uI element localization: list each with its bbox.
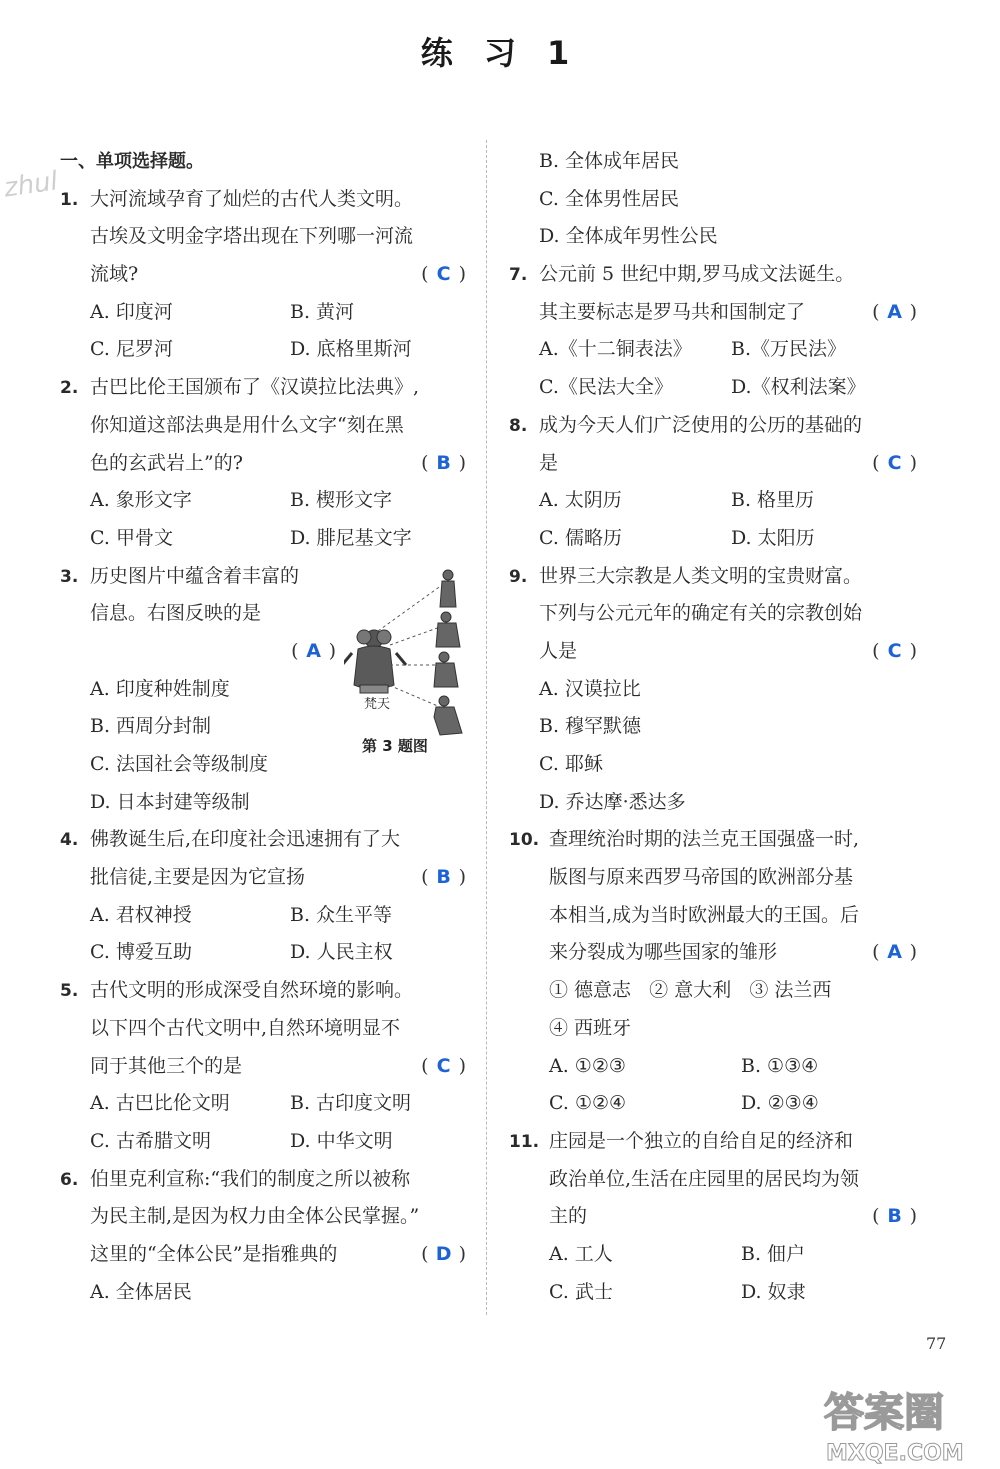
kshatriya-figure	[436, 612, 460, 647]
option: B. 古印度文明	[290, 1092, 412, 1115]
question-number: 2.	[60, 378, 79, 399]
option: A. 汉谟拉比	[539, 677, 641, 700]
answer-box: ( C )	[421, 1048, 466, 1086]
section-heading: 一、单项选择题。	[60, 151, 204, 172]
options-row	[509, 1274, 919, 1312]
question-11-line	[509, 1123, 919, 1161]
question-3-line: 信息。右图反映的是	[90, 602, 262, 625]
watermark-top-left: zhul	[2, 166, 60, 204]
figure-caption: 第 3 题图	[362, 737, 428, 755]
question-text: 伯里克利宣称:“我们的制度之所以被称	[90, 1167, 411, 1190]
question-text: 查理统治时期的法兰克王国强盛一时,	[549, 828, 860, 851]
option: D. 日本封建等级制	[90, 790, 250, 813]
right-column	[509, 143, 919, 1311]
option: B. 穆罕默德	[539, 715, 642, 738]
question-7-line	[509, 256, 919, 294]
answer-letter: A	[887, 941, 902, 964]
option: C. 耶稣	[539, 753, 603, 775]
option: B.《万民法》	[731, 338, 847, 361]
question-2-line: 你知道这部法典是用什么文字“刻在黑	[90, 413, 404, 436]
question-10-subline: ④ 西班牙	[549, 1016, 632, 1039]
option: A. 印度种姓制度	[90, 677, 230, 700]
option: C. 全体男性居民	[539, 187, 679, 210]
option: A. 君权神授	[90, 903, 192, 926]
question-5-line	[60, 1048, 468, 1086]
answer-box: ( A )	[872, 934, 917, 972]
question-8-line	[509, 445, 919, 483]
question-9-line: 下列与公元元年的确定有关的宗教创始	[539, 602, 863, 625]
option: C. 法国社会等级制度	[90, 753, 268, 775]
option: C. 甲骨文	[90, 526, 173, 549]
question-text: 古代文明的形成深受自然环境的影响。	[90, 979, 414, 1002]
option: C. 尼罗河	[90, 338, 173, 361]
question-9-line	[509, 633, 919, 671]
watermark-logo	[820, 1380, 995, 1465]
option: C.《民法大全》	[539, 376, 673, 399]
question-text: 庄园是一个独立的自给自足的经济和	[549, 1129, 854, 1152]
answer-letter: A	[306, 639, 321, 662]
options-row	[509, 369, 919, 407]
options-row	[509, 482, 919, 520]
answer-letter: B	[436, 866, 451, 889]
question-5-line: 以下四个古代文明中,自然环境明显不	[90, 1016, 401, 1039]
brahma-deity-illustration	[344, 630, 406, 693]
question-text: 同于其他三个的是	[90, 1054, 243, 1077]
options-row	[60, 897, 468, 935]
option: A. 象形文字	[90, 489, 192, 512]
page-number: 77	[926, 1334, 947, 1353]
watermark-url-text: MXQE.COM	[826, 1441, 964, 1465]
answer-letter: C	[436, 263, 451, 286]
option: C. ①②④	[549, 1092, 627, 1115]
question-6-line	[60, 1161, 468, 1199]
answer-box: ( C )	[872, 633, 917, 671]
question-11-line: 政治单位,生活在庄园里的居民均为领	[549, 1167, 860, 1190]
question-text: 历史图片中蕴含着丰富的	[90, 564, 300, 587]
options-row	[60, 294, 468, 332]
option: B. 佃户	[741, 1242, 806, 1265]
question-9-line	[509, 558, 919, 596]
option: D. 乔达摩·悉达多	[539, 790, 686, 813]
option: A. ①②③	[549, 1054, 626, 1077]
answer-box: ( B )	[872, 1198, 917, 1236]
option: D. 全体成年男性公民	[539, 225, 718, 248]
options-row	[509, 1048, 919, 1086]
option: A. 全体居民	[90, 1280, 192, 1303]
question-number: 8.	[509, 415, 528, 436]
option: C. 儒略历	[539, 526, 622, 549]
option: A.《十二铜表法》	[539, 338, 692, 361]
column-divider	[486, 140, 487, 1315]
question-number: 11.	[509, 1131, 540, 1152]
question-10-line: 本相当,成为当时欧洲最大的王国。后	[549, 903, 860, 926]
option: A. 古巴比伦文明	[90, 1092, 230, 1115]
question-2-line	[60, 369, 468, 407]
option: B. 格里历	[731, 489, 815, 512]
question-text: 其主要标志是罗马共和国制定了	[539, 300, 806, 323]
options-row	[60, 482, 468, 520]
question-1-line: 古埃及文明金字塔出现在下列哪一河流	[90, 225, 414, 248]
question-4-line	[60, 821, 468, 859]
option: D. ②③④	[741, 1092, 819, 1115]
question-number: 7.	[509, 265, 528, 286]
question-number: 1.	[60, 189, 79, 210]
question-text: 大河流域孕育了灿烂的古代人类文明。	[90, 187, 414, 210]
options-row	[60, 520, 468, 558]
option: D.《权利法案》	[731, 376, 866, 399]
options-row	[509, 1085, 919, 1123]
option: C. 武士	[549, 1280, 613, 1303]
option: A. 印度河	[90, 300, 173, 323]
question-4-line	[60, 859, 468, 897]
question-number: 5.	[60, 981, 79, 1002]
answer-box: ( C )	[421, 256, 466, 294]
options-row	[60, 934, 468, 972]
answer-box: ( A )	[291, 633, 336, 671]
question-text: 色的玄武岩上”的?	[90, 451, 243, 474]
figure-label: 梵天	[364, 697, 391, 712]
question-number: 3.	[60, 566, 79, 587]
answer-box: ( C )	[872, 445, 917, 483]
question-5-line	[60, 972, 468, 1010]
question-text: 人是	[539, 639, 578, 662]
option: B. 楔形文字	[290, 489, 393, 512]
question-number: 6.	[60, 1169, 79, 1190]
shudra-figure	[434, 696, 462, 735]
option: A. 太阴历	[539, 489, 622, 512]
option: D. 奴隶	[741, 1280, 806, 1303]
option: B. 西周分封制	[90, 715, 212, 738]
question-6-line	[60, 1236, 468, 1274]
answer-box: ( B )	[421, 859, 466, 897]
question-text: 古巴比伦王国颁布了《汉谟拉比法典》,	[90, 376, 420, 399]
answer-box: ( B )	[421, 445, 466, 483]
question-text: 成为今天人们广泛使用的公历的基础的	[539, 413, 863, 436]
question-text: 公元前 5 世纪中期,罗马成文法诞生。	[539, 263, 855, 286]
answer-box: ( D )	[421, 1236, 466, 1274]
question-text: 是	[539, 451, 559, 474]
question-text: 主的	[549, 1205, 588, 1228]
option: D. 中华文明	[290, 1129, 393, 1152]
option: C. 博爱互助	[90, 941, 192, 964]
option: D. 腓尼基文字	[290, 526, 412, 549]
question-1-line	[60, 181, 468, 219]
question-11-line	[509, 1198, 919, 1236]
question-6-line: 为民主制,是因为权力由全体公民掌握。”	[90, 1205, 420, 1228]
options-row	[60, 1123, 468, 1161]
answer-box: ( A )	[872, 294, 917, 332]
question-1-line	[60, 256, 468, 294]
question-8-line	[509, 407, 919, 445]
options-row	[60, 1085, 468, 1123]
answer-letter: C	[436, 1054, 451, 1077]
vaishya-figure	[434, 652, 458, 687]
option: B. 众生平等	[290, 903, 393, 926]
option: A. 工人	[549, 1242, 613, 1265]
answer-letter: C	[887, 451, 902, 474]
question-text: 来分裂成为哪些国家的雏形	[549, 941, 778, 964]
question-text: 世界三大宗教是人类文明的宝贵财富。	[539, 564, 863, 587]
question-number: 9.	[509, 566, 528, 587]
question-number: 4.	[60, 830, 79, 851]
option: B. 全体成年居民	[539, 150, 680, 172]
options-row	[60, 331, 468, 369]
option: D. 人民主权	[290, 941, 393, 964]
answer-letter: D	[435, 1242, 452, 1265]
question-7-line	[509, 294, 919, 332]
option: B. 黄河	[290, 300, 355, 323]
answer-letter: A	[887, 300, 902, 323]
option: D. 太阳历	[731, 526, 815, 549]
options-row	[509, 1236, 919, 1274]
question-text: 这里的“全体公民”是指雅典的	[90, 1242, 338, 1265]
watermark-logo-text: 答案圈	[824, 1390, 944, 1436]
option: C. 古希腊文明	[90, 1129, 211, 1152]
question-number: 10.	[509, 830, 540, 851]
page-title: 练 习 1	[420, 34, 580, 72]
options-row	[509, 520, 919, 558]
option: D. 底格里斯河	[290, 338, 412, 361]
question-2-line	[60, 445, 468, 483]
option: B. ①③④	[741, 1054, 819, 1077]
answer-letter: B	[436, 451, 451, 474]
answer-letter: C	[887, 639, 902, 662]
question-10-subline: ① 德意志 ② 意大利 ③ 法兰西	[549, 979, 832, 1002]
answer-letter: B	[887, 1205, 902, 1228]
question-text: 流域?	[90, 263, 139, 286]
question-10-line	[509, 934, 919, 972]
options-row	[509, 331, 919, 369]
question-text: 批信徒,主要是因为它宣扬	[90, 866, 306, 889]
brahmin-figure	[440, 570, 456, 607]
question-text: 佛教诞生后,在印度社会迅速拥有了大	[90, 828, 401, 851]
question-10-line: 版图与原来西罗马帝国的欧洲部分基	[549, 866, 854, 889]
question-10-line	[509, 821, 919, 859]
